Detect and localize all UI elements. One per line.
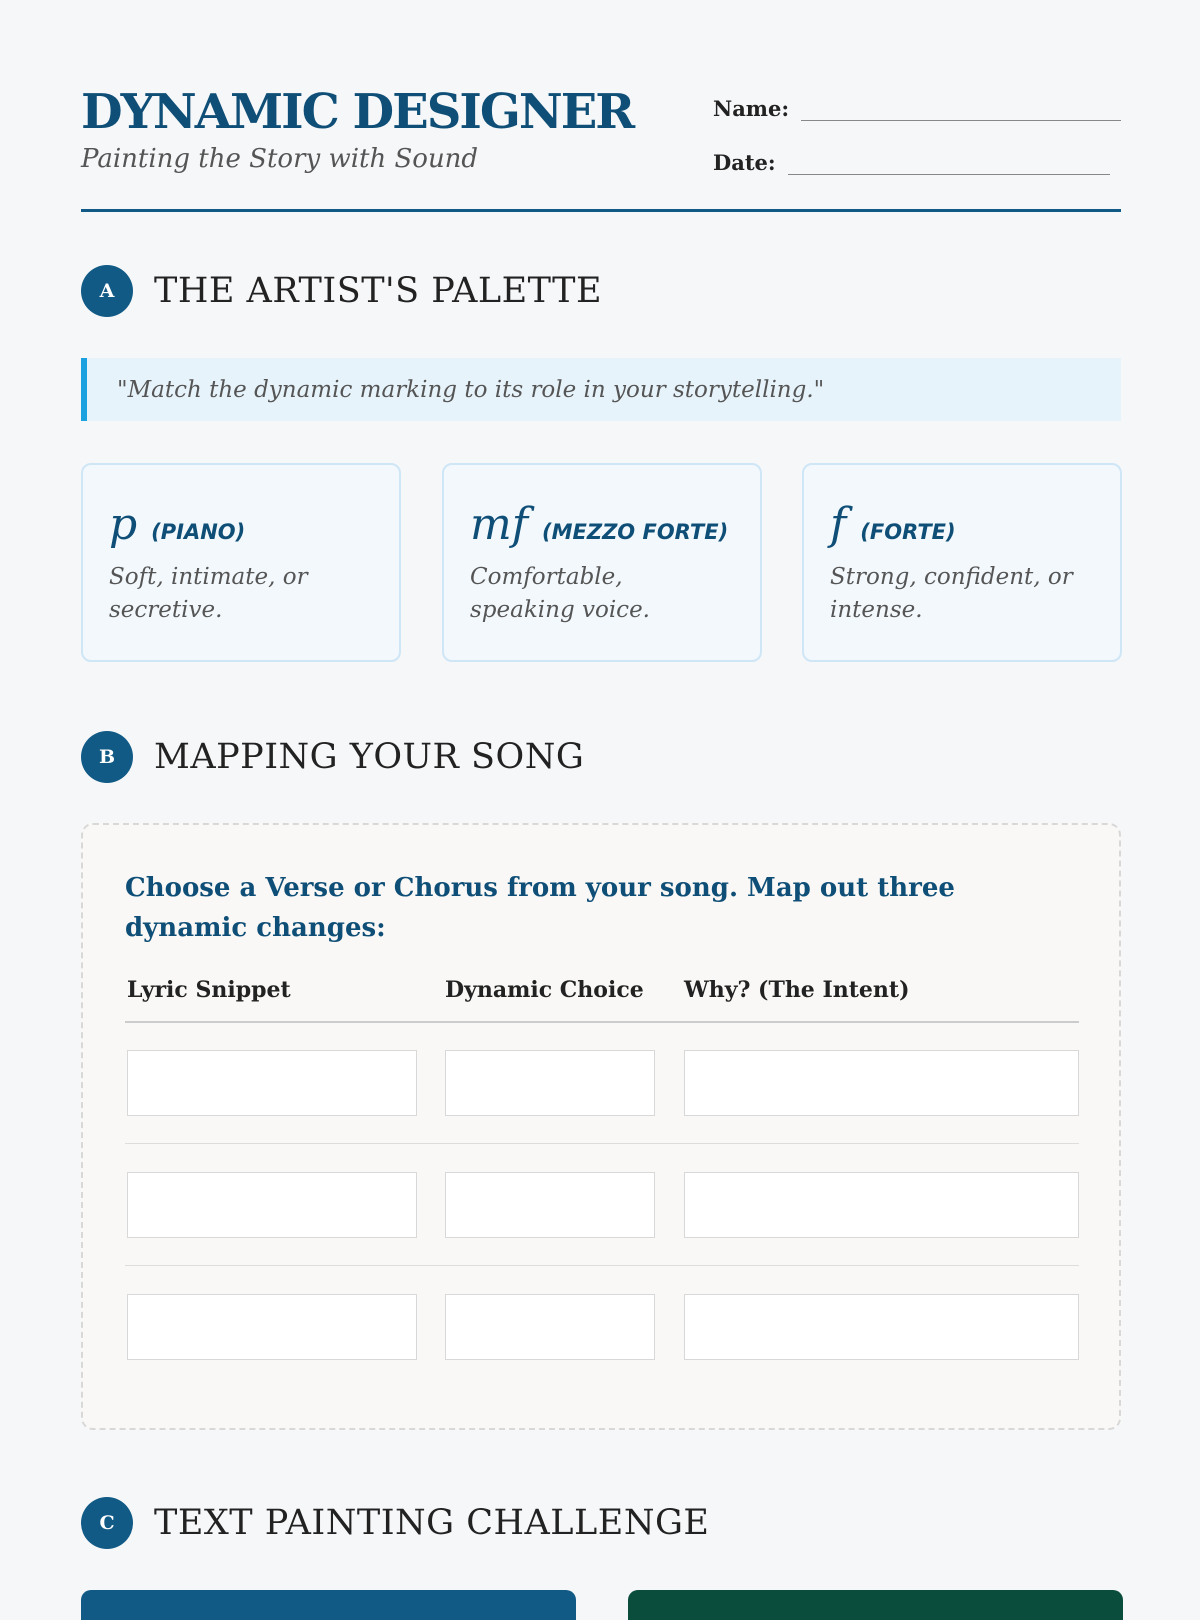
section-b-badge: B [81, 731, 133, 783]
lyric-snippet-input[interactable] [127, 1294, 417, 1360]
date-input-line[interactable] [788, 153, 1110, 175]
column-header-why: Why? (The Intent) [684, 977, 910, 1003]
section-b-heading [81, 731, 584, 783]
dynamic-description: Strong, confident, or intense. [830, 564, 1073, 623]
dynamic-name: (MEZZO FORTE) [542, 520, 729, 544]
name-field[interactable] [713, 96, 1121, 121]
intent-input[interactable] [684, 1294, 1079, 1360]
name-input-line[interactable] [801, 99, 1121, 121]
dynamic-name: (PIANO) [151, 520, 246, 544]
date-label: Date: [713, 150, 776, 175]
dynamic-card-piano [81, 463, 401, 662]
section-a-badge: A [81, 265, 133, 317]
dynamic-card-forte [802, 463, 1122, 662]
name-label: Name: [713, 96, 790, 121]
intent-input[interactable] [684, 1172, 1079, 1238]
quote-text: "Match the dynamic marking to its role in your storytelling." [117, 376, 825, 403]
column-header-lyric: Lyric Snippet [127, 977, 291, 1003]
lyric-snippet-input[interactable] [127, 1172, 417, 1238]
song-mapping-box [81, 823, 1121, 1430]
intent-input[interactable] [684, 1050, 1079, 1116]
page-subtitle: Painting the Story with Sound [81, 144, 479, 174]
section-c-badge: C [81, 1497, 133, 1549]
dynamic-choice-input[interactable] [445, 1294, 655, 1360]
dynamic-card-mezzo-forte [442, 463, 762, 662]
card-heading [470, 499, 734, 550]
challenge-panel-blue [81, 1590, 576, 1620]
section-a-title: THE ARTIST'S PALETTE [154, 271, 603, 311]
card-heading [109, 499, 373, 550]
section-c-title: TEXT PAINTING CHALLENGE [154, 1503, 710, 1543]
dynamic-description: Soft, intimate, or secretive. [109, 564, 308, 623]
section-c-heading [81, 1497, 709, 1549]
table-row [125, 1144, 1079, 1266]
dynamic-name: (FORTE) [860, 520, 956, 544]
worksheet-header [81, 84, 1121, 212]
mapping-prompt: Choose a Verse or Chorus from your song. Map out three dynamic changes: [125, 873, 955, 943]
dynamic-symbol: mf [470, 499, 529, 550]
column-header-dynamic: Dynamic Choice [445, 977, 644, 1003]
table-row [125, 1266, 1079, 1388]
lyric-snippet-input[interactable] [127, 1050, 417, 1116]
challenge-panel-green [628, 1590, 1123, 1620]
dynamic-description: Comfortable, speaking voice. [470, 564, 650, 623]
dynamic-symbol: f [830, 499, 847, 550]
table-row [125, 1022, 1079, 1144]
section-b-title: MAPPING YOUR SONG [154, 737, 585, 777]
dynamic-symbol: p [109, 499, 138, 550]
page-title: DYNAMIC DESIGNER [81, 84, 634, 140]
section-a-heading [81, 265, 602, 317]
date-field[interactable] [713, 150, 1110, 175]
dynamic-choice-input[interactable] [445, 1172, 655, 1238]
dynamic-choice-input[interactable] [445, 1050, 655, 1116]
card-heading [830, 499, 1094, 550]
section-a-quote [81, 358, 1121, 421]
